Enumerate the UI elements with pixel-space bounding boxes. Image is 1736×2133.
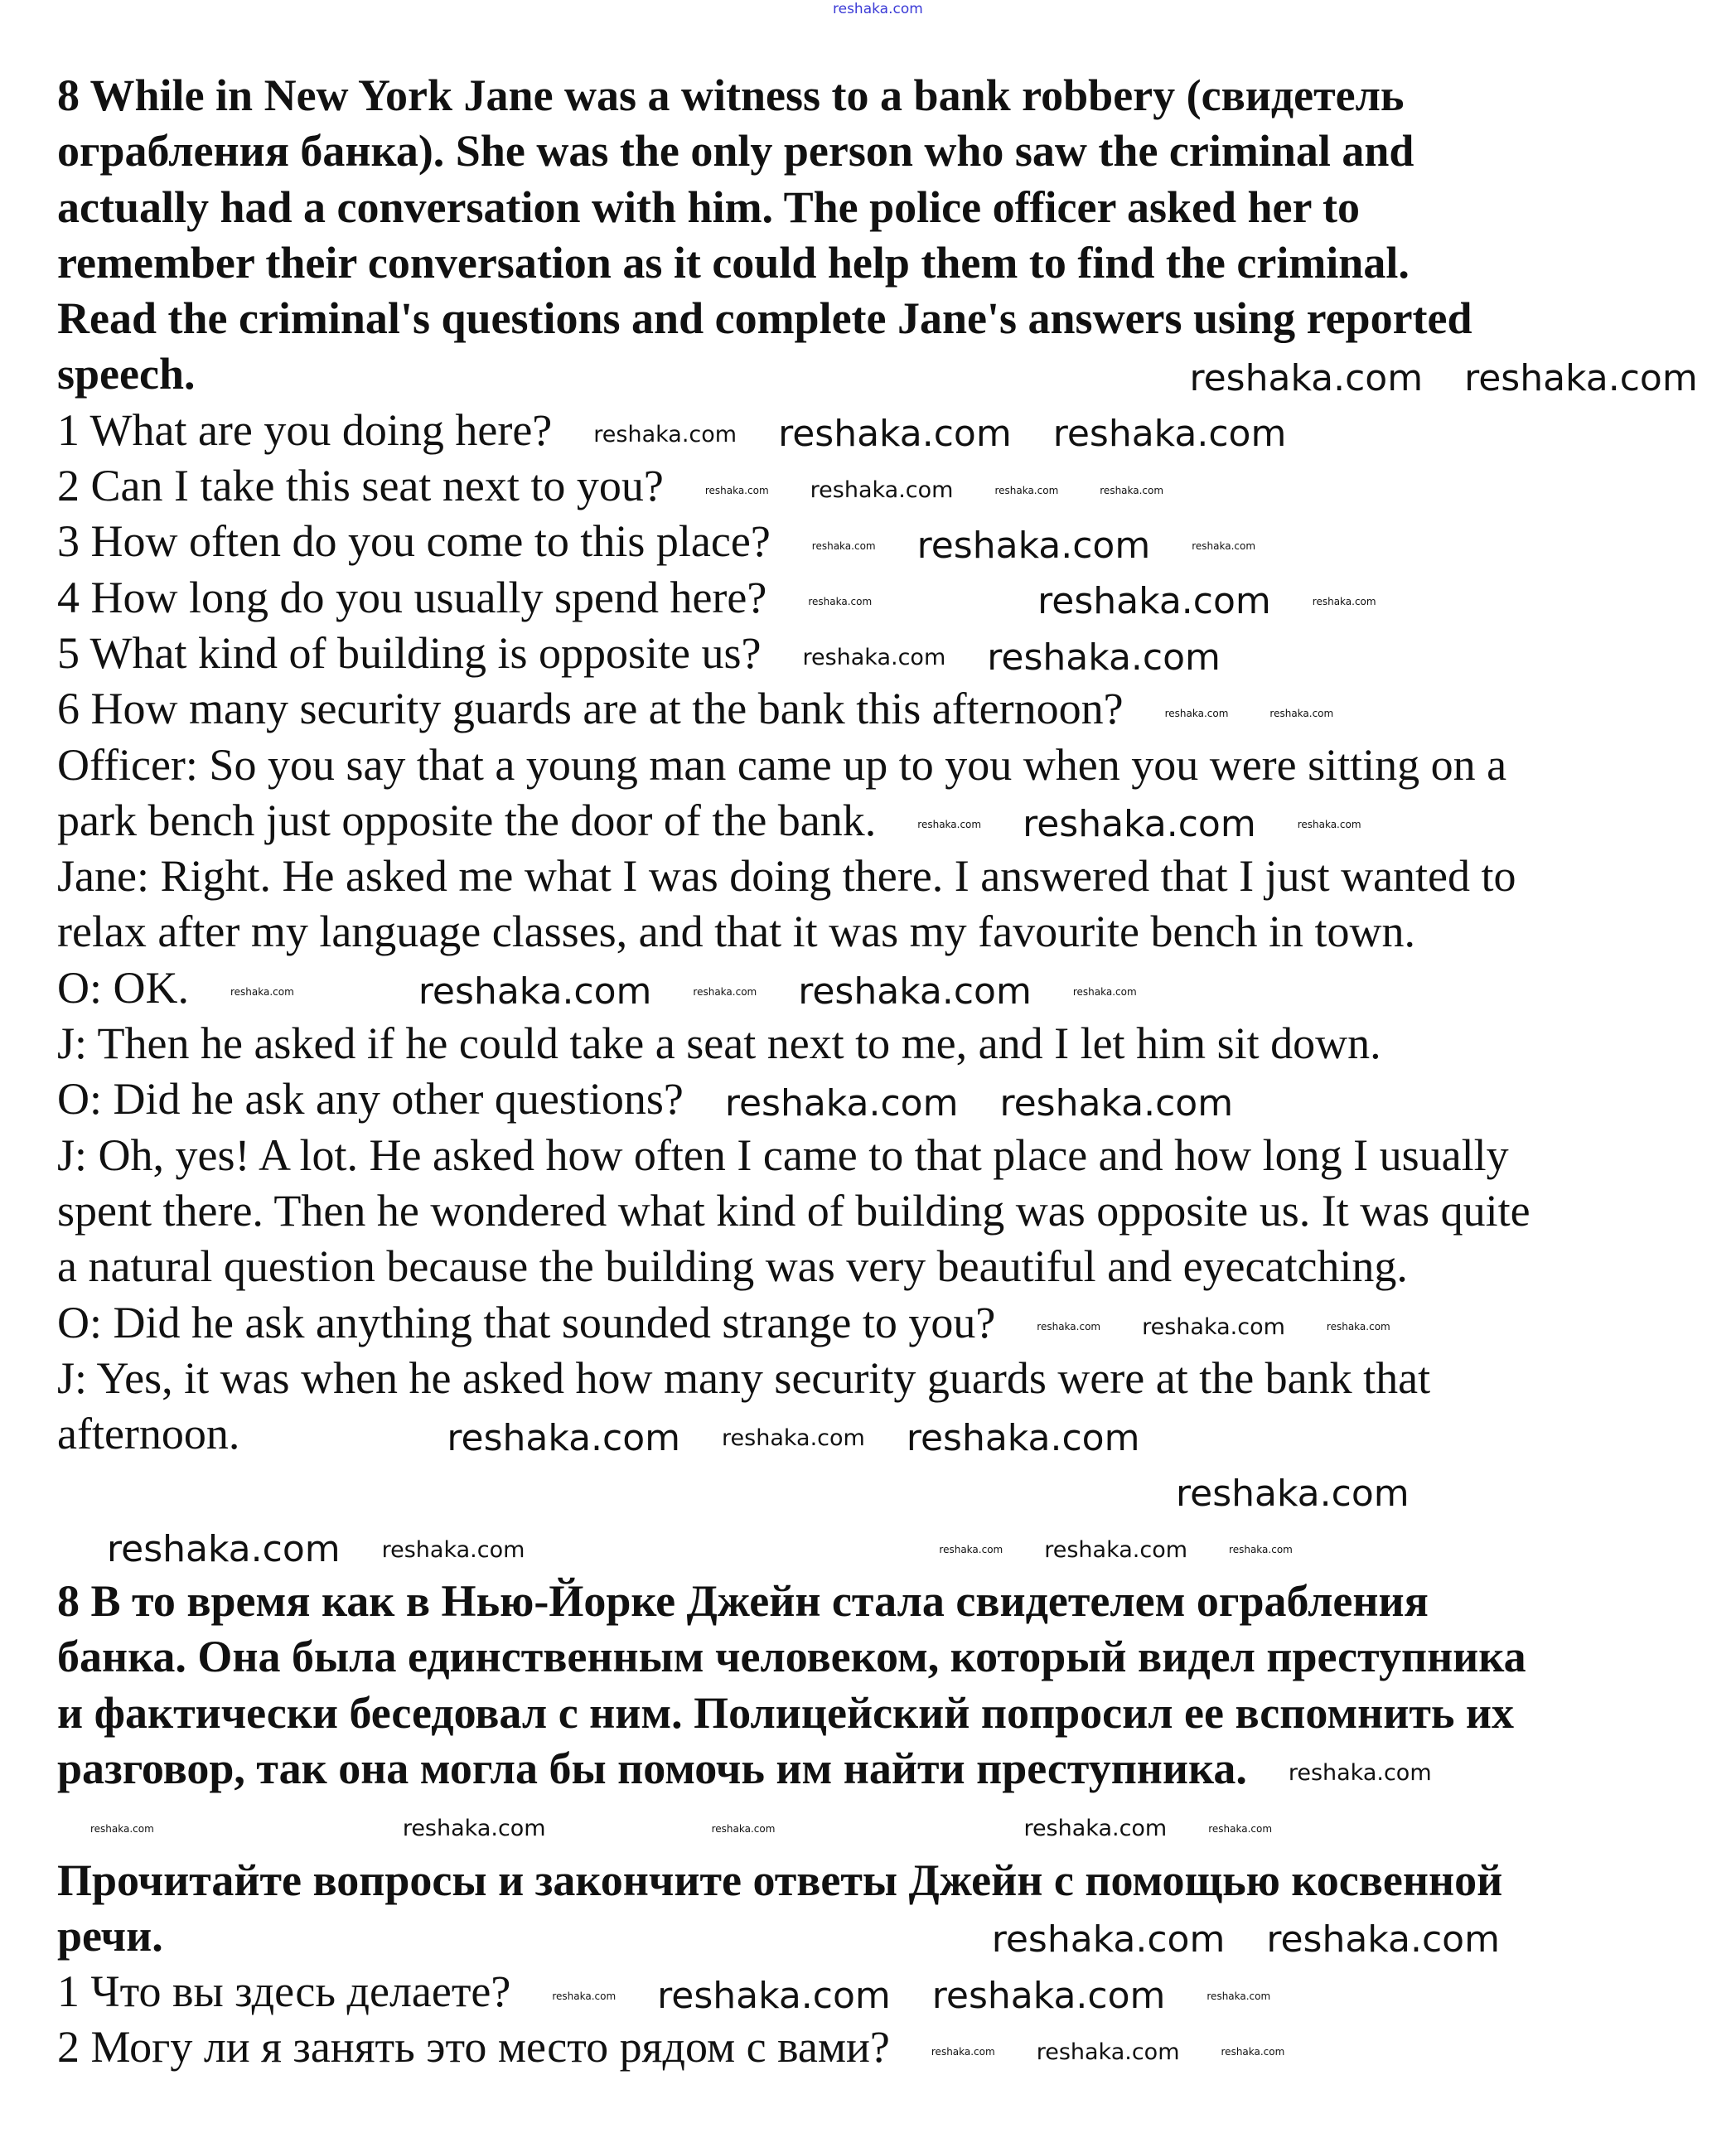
question <box>57 626 1698 681</box>
watermark: reshaka.com <box>1297 819 1361 831</box>
task-line <box>57 1574 1698 1629</box>
watermark: reshaka.com <box>711 1822 776 1835</box>
watermark: reshaka.com <box>939 1544 1003 1556</box>
header-link[interactable]: reshaka.com <box>833 1 923 17</box>
task-line <box>57 291 1698 346</box>
dialogue-text: O: Did he ask any other questions? <box>57 1074 684 1125</box>
dialogue-text: spent there. Then he wondered what kind of building was opposite us. It was quite <box>57 1185 1530 1236</box>
dialogue-text: O: Did he ask anything that sounded strange to you? <box>57 1297 996 1347</box>
dialogue-text: O: OK. <box>57 962 189 1013</box>
english-task <box>57 68 1698 403</box>
question <box>57 514 1698 569</box>
watermark: reshaka.com <box>722 1425 865 1452</box>
dialogue-text: afternoon. <box>57 1409 240 1459</box>
watermark: reshaka.com <box>593 421 737 447</box>
watermark: reshaka.com <box>931 1974 1166 2017</box>
watermark: reshaka.com <box>906 1416 1140 1459</box>
question-text: 1 What are you doing here? <box>57 404 553 455</box>
task-line-text: ограбления банка). She was the only person who saw the criminal and <box>57 126 1414 177</box>
watermark: reshaka.com <box>810 477 954 504</box>
watermark: reshaka.com <box>991 1918 1226 1961</box>
watermark: reshaka.com <box>1142 1313 1285 1340</box>
dialogue-line <box>57 1239 1698 1294</box>
watermark: reshaka.com <box>1208 1822 1273 1835</box>
task-line-text: 8 While in New York Jane was a witness to a bank robbery (свидетель <box>57 70 1405 120</box>
watermark: reshaka.com <box>1164 707 1229 719</box>
watermark: reshaka.com <box>1044 1536 1188 1563</box>
watermark: reshaka.com <box>704 484 769 496</box>
question-text: 4 How long do you usually spend here? <box>57 572 767 622</box>
task-line-text: и фактически беседовал с ним. Полицейский попросил ее вспомнить их <box>57 1687 1515 1738</box>
dialogue-text: J: Yes, it was when he asked how many security guards were at the bank that <box>57 1352 1431 1403</box>
watermark: reshaka.com <box>987 636 1221 679</box>
watermark: reshaka.com <box>1206 1990 1271 2002</box>
dialogue-line <box>57 1406 1698 1462</box>
watermark: reshaka.com <box>1288 1760 1432 1787</box>
question <box>57 458 1698 514</box>
russian-instruction <box>57 1853 1698 1965</box>
watermark: reshaka.com <box>802 645 946 671</box>
dialogue-line <box>57 1351 1698 1406</box>
task-line <box>57 1629 1698 1685</box>
watermark: reshaka.com <box>724 1081 959 1125</box>
watermark: reshaka.com <box>917 819 982 831</box>
task-line <box>57 235 1698 291</box>
watermark: reshaka.com <box>1037 1321 1101 1333</box>
watermark: reshaka.com <box>1023 803 1256 846</box>
question-text: 6 How many security guards are at the bank this afternoon? <box>57 684 1124 734</box>
dialogue-line <box>57 849 1698 904</box>
watermark: reshaka.com <box>1221 2046 1285 2058</box>
watermark: reshaka.com <box>1176 1473 1410 1516</box>
dialogue-line <box>57 793 1698 849</box>
russian-task <box>57 1574 1698 1797</box>
task-line <box>57 68 1698 123</box>
task-line <box>57 346 1698 402</box>
task-line <box>57 1741 1698 1797</box>
question <box>57 2019 1698 2075</box>
task-line-text: remember their conversation as it could help them to find the criminal. <box>57 237 1410 288</box>
watermark: reshaka.com <box>552 1990 617 2002</box>
instruction-line <box>57 1908 1698 1964</box>
blank-line <box>57 1462 1698 1517</box>
watermark: reshaka.com <box>1023 1816 1168 1842</box>
watermark: reshaka.com <box>1326 1321 1390 1333</box>
watermark: reshaka.com <box>418 970 652 1013</box>
russian-questions <box>57 1964 1698 2076</box>
dialogue-line <box>57 904 1698 960</box>
dialogue-line <box>57 1295 1698 1351</box>
watermark: reshaka.com <box>808 596 873 608</box>
question <box>57 681 1698 737</box>
dialogue-text: J: Oh, yes! A lot. He asked how often I came to that place and how long I usually <box>57 1129 1509 1180</box>
watermark: reshaka.com <box>1036 2039 1180 2065</box>
question <box>57 1964 1698 2019</box>
dialogue-line <box>57 1016 1698 1071</box>
dialogue-text: relax after my language classes, and that it was my favourite bench in town. <box>57 907 1415 957</box>
task-line-text: банка. Она была единственным человеком, который видел преступника <box>57 1632 1526 1682</box>
task-line <box>57 123 1698 179</box>
watermark: reshaka.com <box>999 1081 1234 1125</box>
task-line-text: 8 В то время как в Нью-Йорке Джейн стала свидетелем ограбления <box>57 1576 1429 1627</box>
watermark: reshaka.com <box>107 1528 341 1571</box>
dialogue-text: Jane: Right. He asked me what I was doing there. I answered that I just wanted to <box>57 851 1516 902</box>
watermark: reshaka.com <box>1266 1918 1500 1961</box>
question-text: 5 What kind of building is opposite us? <box>57 627 762 678</box>
document-body <box>57 68 1698 2076</box>
watermark: reshaka.com <box>447 1416 681 1459</box>
watermark: reshaka.com <box>1269 707 1334 719</box>
instruction-text: речи. <box>57 1910 163 1961</box>
instruction-text: Прочитайте вопросы и закончите ответы Джейн с помощью косвенной <box>57 1855 1503 1905</box>
dialogue-text: park bench just opposite the door of the bank. <box>57 795 877 845</box>
question-text: 2 Могу ли я занять это место рядом с вами? <box>57 2022 890 2073</box>
blank-line <box>57 1518 1698 1574</box>
watermark: reshaka.com <box>1072 986 1137 999</box>
watermark: reshaka.com <box>1229 1544 1293 1556</box>
dialogue-text: Officer: So you say that a young man came up to you when you were sitting on a <box>57 739 1507 790</box>
watermark: reshaka.com <box>1312 596 1376 608</box>
task-line-text: speech. <box>57 349 196 399</box>
dialogue-line <box>57 1071 1698 1127</box>
watermark: reshaka.com <box>1037 580 1271 623</box>
watermark: reshaka.com <box>778 413 1012 456</box>
watermark: reshaka.com <box>798 970 1032 1013</box>
instruction-line <box>57 1853 1698 1908</box>
watermark: reshaka.com <box>90 1822 154 1835</box>
watermark: reshaka.com <box>811 539 876 552</box>
watermark: reshaka.com <box>1052 413 1287 456</box>
dialogue-line <box>57 1183 1698 1239</box>
blank-line <box>57 1797 1698 1852</box>
watermark: reshaka.com <box>1464 357 1698 400</box>
watermark: reshaka.com <box>402 1816 546 1842</box>
watermark: reshaka.com <box>381 1536 525 1563</box>
watermark: reshaka.com <box>693 986 757 999</box>
dialogue-line <box>57 738 1698 793</box>
watermark: reshaka.com <box>916 524 1151 567</box>
question <box>57 570 1698 626</box>
task-line-text: разговор, так она могла бы помочь им найти преступника. <box>57 1743 1247 1793</box>
watermark: reshaka.com <box>657 1974 891 2017</box>
watermark: reshaka.com <box>1189 357 1424 400</box>
watermark: reshaka.com <box>1100 484 1164 496</box>
watermark: reshaka.com <box>931 2046 995 2058</box>
dialogue-line <box>57 960 1698 1016</box>
task-line-text: actually had a conversation with him. The police officer asked her to <box>57 181 1360 232</box>
question-text: 2 Can I take this seat next to you? <box>57 461 664 511</box>
task-line <box>57 1686 1698 1741</box>
watermark: reshaka.com <box>1192 539 1256 552</box>
dialogue-text: J: Then he asked if he could take a seat next to me, and I let him sit down. <box>57 1018 1381 1069</box>
question-text: 3 How often do you come to this place? <box>57 516 771 567</box>
english-questions <box>57 403 1698 738</box>
dialogue-text: a natural question because the building was very beautiful and eyecatching. <box>57 1241 1408 1292</box>
task-line-text: Read the criminal's questions and complete Jane's answers using reported <box>57 293 1472 344</box>
watermark: reshaka.com <box>230 986 294 999</box>
question-text: 1 Что вы здесь делаете? <box>57 1966 511 2017</box>
question <box>57 403 1698 458</box>
dialogue-line <box>57 1128 1698 1183</box>
watermark: reshaka.com <box>994 484 1059 496</box>
dialogue <box>57 738 1698 1463</box>
task-line <box>57 180 1698 235</box>
